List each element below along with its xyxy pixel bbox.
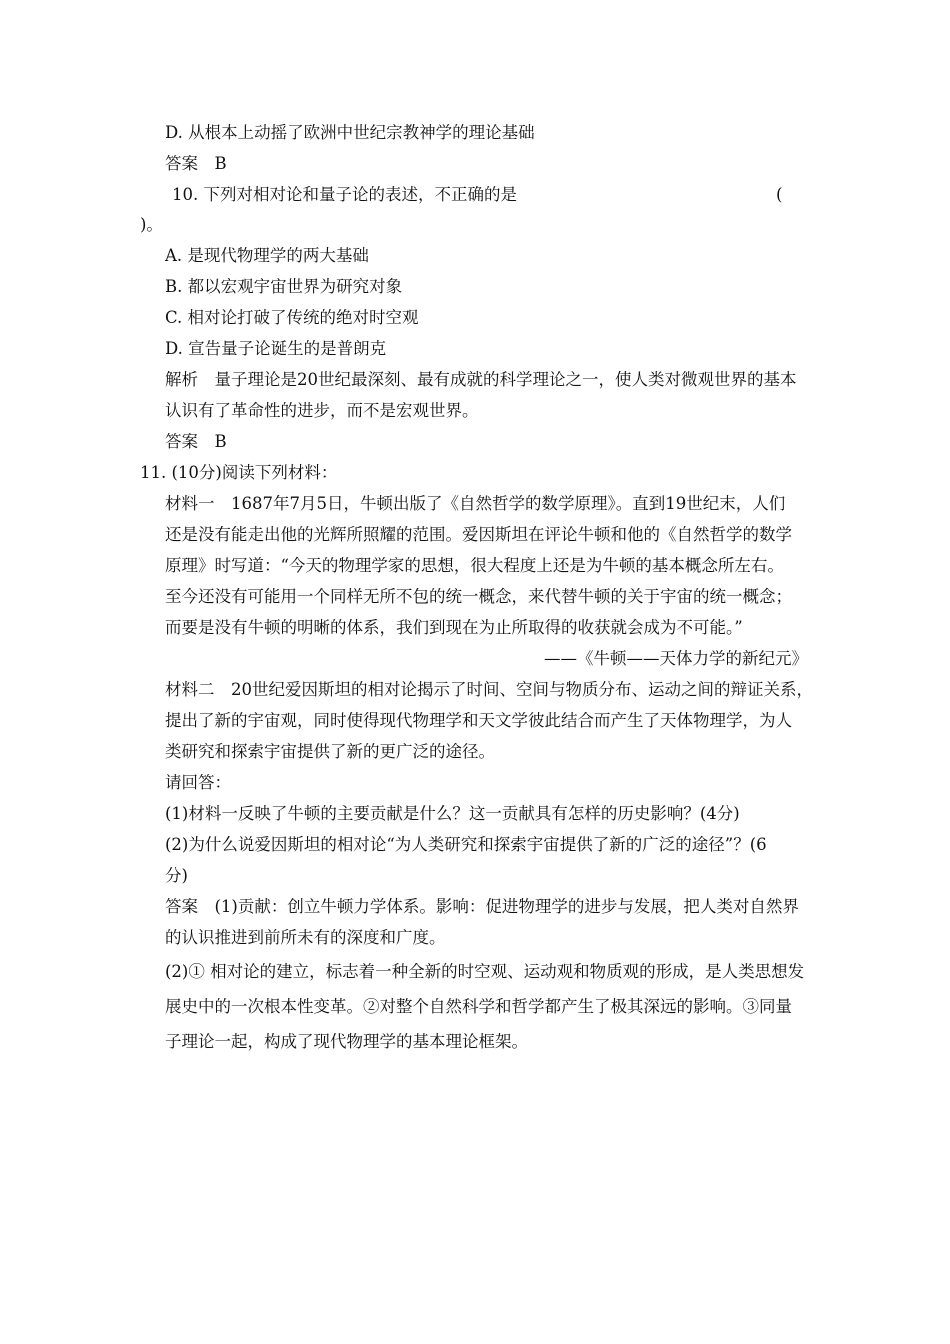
material-2-line1: 材料二 20世纪爱因斯坦的相对论揭示了时间、空间与物质分布、运动之间的辩证关系， — [165, 680, 813, 699]
answer-q11-2-line1: (2)① 相对论的建立，标志着一种全新的时空观、运动观和物质观的形成，是人类思想发 — [165, 962, 805, 981]
answer-q11-1-line2: 的认识推进到前所未有的深度和广度。 — [165, 928, 446, 947]
sub-question-1: (1)材料一反映了牛顿的主要贡献是什么？这一贡献具有怎样的历史影响？(4分) — [165, 804, 740, 823]
option-d-q9: D. 从根本上动摇了欧洲中世纪宗教神学的理论基础 — [165, 123, 535, 142]
option-d-q10: D. 宣告量子论诞生的是普朗克 — [165, 339, 387, 358]
option-a-q10: A. 是现代物理学的两大基础 — [165, 246, 369, 265]
answer-paren-close: )。 — [140, 215, 163, 234]
question-10: 10. 下列对相对论和量子论的表述，不正确的是 — [172, 185, 517, 204]
material-2-line2: 提出了新的宇宙观，同时使得现代物理学和天文学彼此结合而产生了天体物理学，为人 — [165, 711, 792, 730]
material-1-line2: 还是没有能走出他的光辉所照耀的范围。爱因斯坦在评论牛顿和他的《自然哲学的数学 — [165, 525, 792, 544]
analysis-q10-line2: 认识有了革命性的进步，而不是宏观世界。 — [165, 401, 479, 420]
answer-q11-1-line1: 答案 (1)贡献：创立牛顿力学体系。影响：促进物理学的进步与发展，把人类对自然界 — [165, 897, 799, 916]
material-1-line3: 原理》时写道：“今天的物理学家的思想，很大程度上还是为牛顿的基本概念所左右。 — [165, 556, 784, 575]
answer-q10: 答案 B — [165, 432, 227, 451]
material-1-source: ——《牛顿——天体力学的新纪元》 — [544, 649, 808, 668]
material-1-line5: 而要是没有牛顿的明晰的体系，我们到现在为止所取得的收获就会成为不可能。” — [165, 618, 743, 637]
material-1-line4: 至今还没有可能用一个同样无所不包的统一概念，来代替牛顿的关于宇宙的统一概念； — [165, 587, 792, 606]
question-11: 11. (10分)阅读下列材料： — [140, 463, 338, 482]
answer-q11-2-line2: 展史中的一次根本性变革。②对整个自然科学和哲学都产生了极其深远的影响。③同量 — [165, 997, 792, 1016]
sub-question-2-line1: (2)为什么说爱因斯坦的相对论“为人类研究和探索宇宙提供了新的广泛的途径”？(6 — [165, 835, 767, 854]
analysis-q10-line1: 解析 量子理论是20世纪最深刻、最有成就的科学理论之一，使人类对微观世界的基本 — [165, 370, 797, 389]
answer-paren-open: ( — [776, 185, 783, 204]
material-1-line1: 材料一 1687年7月5日，牛顿出版了《自然哲学的数学原理》。直到19世纪末，人们 — [165, 494, 786, 513]
please-answer: 请回答： — [165, 773, 231, 792]
material-2-line3: 类研究和探索宇宙提供了新的更广泛的途径。 — [165, 742, 495, 761]
answer-q9: 答案 B — [165, 154, 227, 173]
sub-question-2-line2: 分) — [165, 866, 188, 885]
option-c-q10: C. 相对论打破了传统的绝对时空观 — [165, 308, 419, 327]
answer-q11-2-line3: 子理论一起，构成了现代物理学的基本理论框架。 — [165, 1032, 528, 1051]
option-b-q10: B. 都以宏观宇宙世界为研究对象 — [165, 277, 403, 296]
